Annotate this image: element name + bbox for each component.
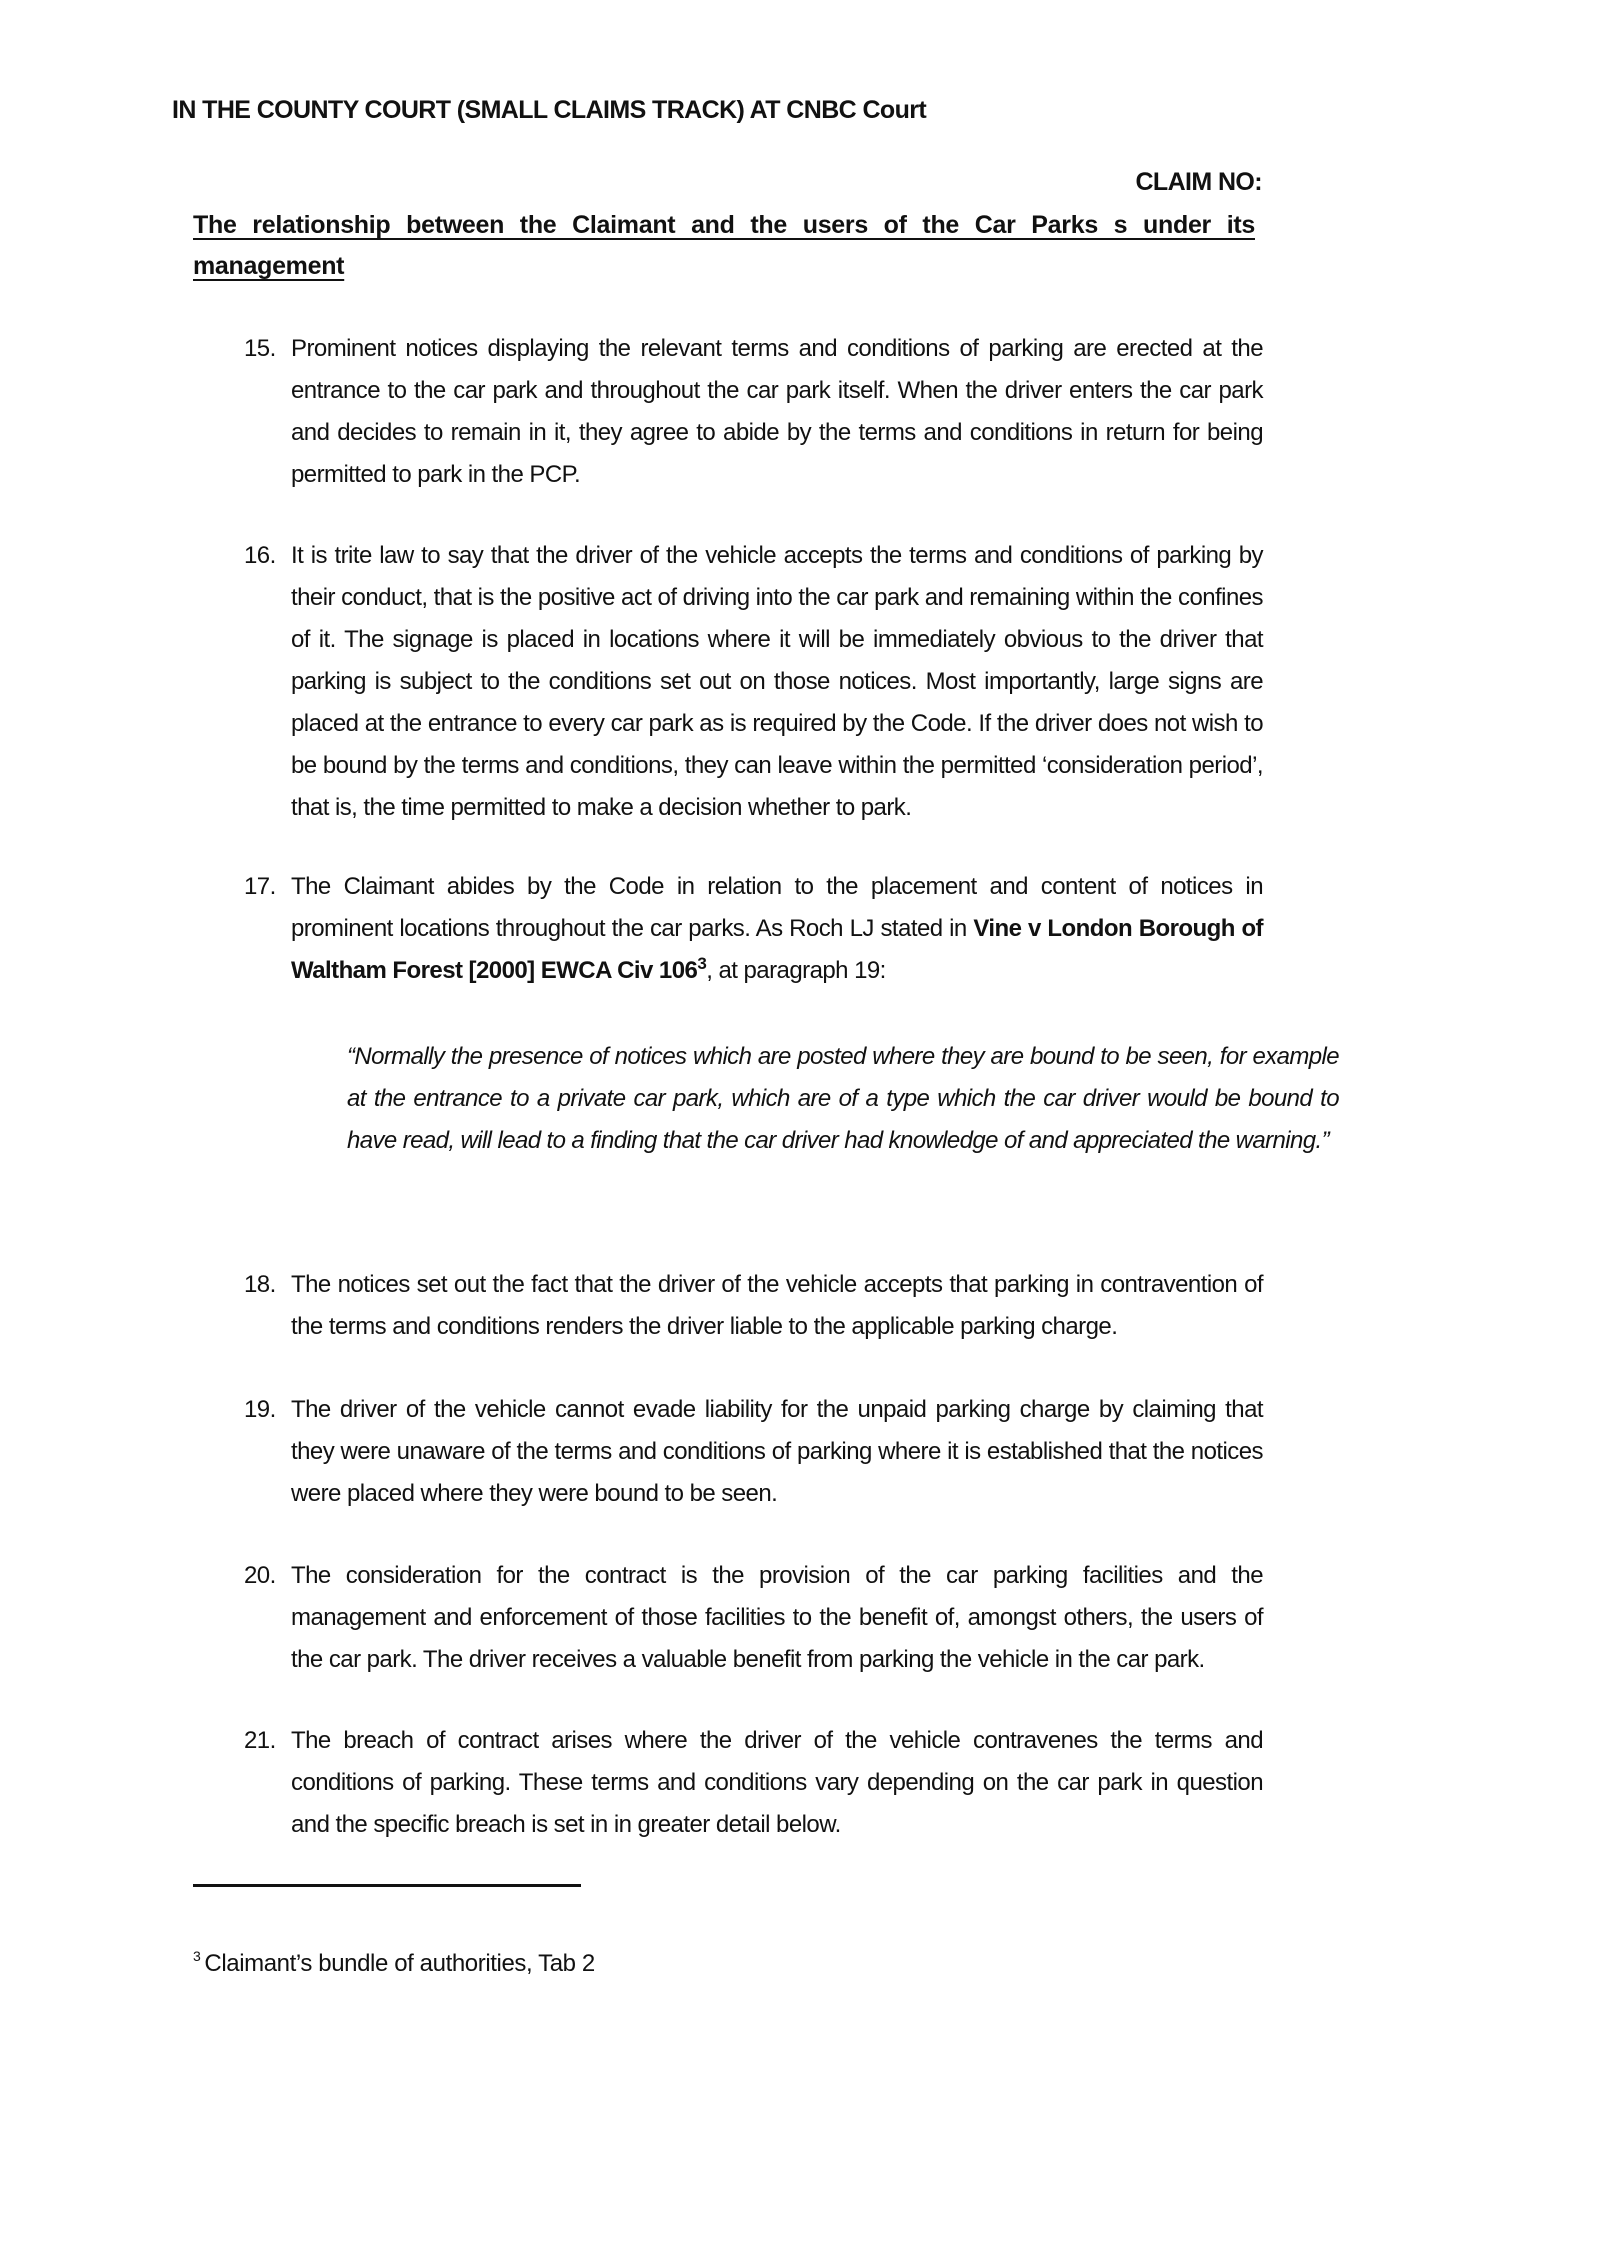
section-heading-text: The relationship between the Claimant and the users of the Car Parks s under its management: [193, 211, 1255, 280]
paragraph-number: 15.: [244, 335, 276, 362]
paragraph-text: The consideration for the contract is the provision of the car parking facilities and the management and enforcement of those facilities to the benefit of, amongst others, the users of the car park. The driver receives a valuable benefit from parking the vehicle in the car park.: [291, 1562, 1263, 1673]
paragraph-18: [244, 1264, 1263, 1348]
footnote-marker: 3: [193, 1948, 201, 1964]
case-quotation: “Normally the presence of notices which are posted where they are bound to be seen, for example at the entrance to a private car park, which are of a type which the car driver would be bound to have read, will lead to a finding that the car driver had knowledge of and appreciated the warning.”: [347, 1043, 1339, 1154]
paragraph-text: The breach of contract arises where the driver of the vehicle contravenes the terms and conditions of parking. These terms and conditions vary depending on the car park in question and the specific breach is set in in greater detail below.: [291, 1727, 1263, 1838]
paragraph-15: [244, 328, 1263, 496]
court-title: IN THE COUNTY COURT (SMALL CLAIMS TRACK) AT CNBC Court: [172, 96, 927, 124]
paragraph-number: 18.: [244, 1271, 276, 1298]
paragraph-text: [291, 866, 1263, 992]
paragraph-16: [244, 535, 1263, 829]
paragraph-text: It is trite law to say that the driver of the vehicle accepts the terms and conditions of parking by their conduct, that is the positive act of driving into the car park and remaining within the confines of it. The signage is placed in locations where it will be immediately obvious to the driver that parking is subject to the conditions set out on those notices. Most importantly, large signs are placed at the entrance to every car park as is required by the Code. If the driver does not wish to be bound by the terms and conditions, they can leave within the permitted ‘consideration period’, that is, the time permitted to make a decision whether to park.: [291, 542, 1263, 821]
paragraph-text: Prominent notices displaying the relevant terms and conditions of parking are erected at the entrance to the car park and throughout the car park itself. When the driver enters the car park and decides to remain in it, they agree to abide by the terms and conditions in return for being permitted to park in the PCP.: [291, 335, 1263, 488]
paragraph-17: [244, 866, 1263, 992]
paragraph-number: 17.: [244, 873, 276, 900]
paragraph-number: 20.: [244, 1562, 276, 1589]
paragraph-text: The driver of the vehicle cannot evade liability for the unpaid parking charge by claiming that they were unaware of the terms and conditions of parking where it is established that the notices were placed where they were bound to be seen.: [291, 1396, 1263, 1507]
claim-number-label: CLAIM NO:: [1135, 168, 1262, 196]
paragraph-20: [244, 1555, 1263, 1681]
paragraph-19: [244, 1389, 1263, 1515]
paragraph-text: The notices set out the fact that the driver of the vehicle accepts that parking in contravention of the terms and conditions renders the driver liable to the applicable parking charge.: [291, 1271, 1263, 1340]
footnote-reference[interactable]: 3: [697, 954, 707, 973]
paragraph-text-after: , at paragraph 19:: [706, 957, 886, 984]
paragraph-number: 21.: [244, 1727, 276, 1754]
paragraph-21: [244, 1720, 1263, 1846]
paragraph-number: 16.: [244, 542, 276, 569]
section-heading: [193, 205, 1255, 287]
case-citation: Vine v London Borough of Waltham Forest [2000] EWCA Civ 106: [291, 915, 1264, 984]
footnote: [193, 1950, 595, 1978]
footnote-text: Claimant’s bundle of authorities, Tab 2: [204, 1950, 595, 1977]
paragraph-number: 19.: [244, 1396, 276, 1423]
paragraph-text-before: The Claimant abides by the Code in relation to the placement and content of notices in prominent locations throughout the car parks. As Roch LJ stated in: [291, 873, 1263, 942]
footnote-separator: [193, 1884, 581, 1887]
